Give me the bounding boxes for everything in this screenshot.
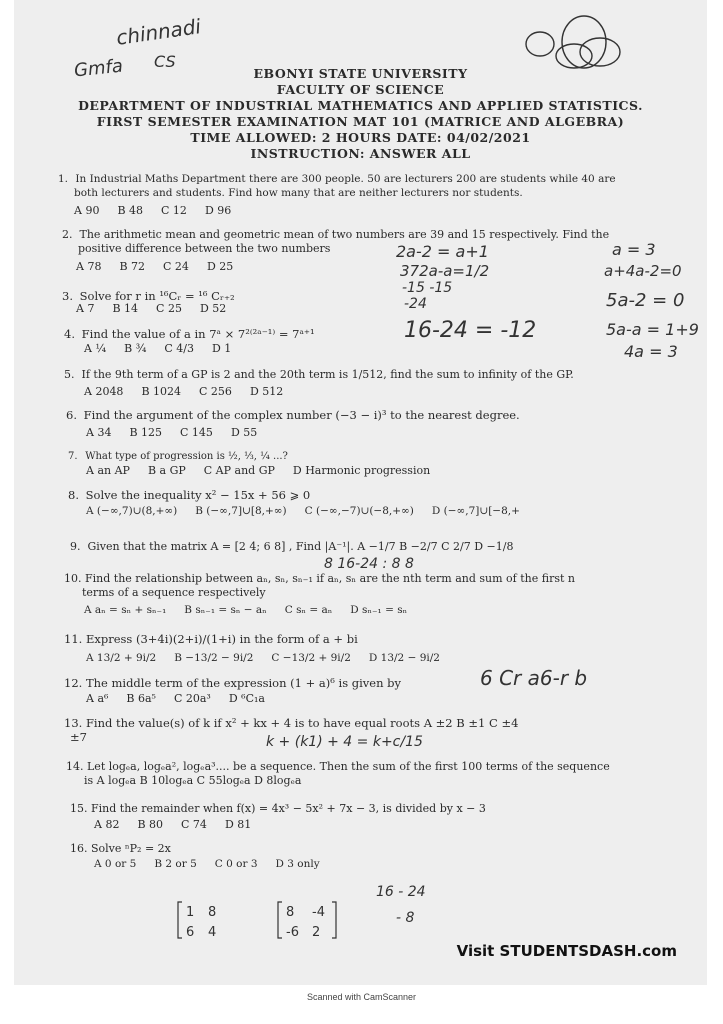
department-name: DEPARTMENT OF INDUSTRIAL MATHEMATICS AND APPLIED STATISTICS.	[78, 98, 643, 113]
question-1-options: A 90 B 48 C 12 D 96	[74, 204, 232, 217]
handwritten-work: a+4a-2=0	[604, 262, 682, 280]
faculty-name: FACULTY OF SCIENCE	[276, 82, 445, 97]
svg-text:-4: -4	[312, 905, 325, 920]
question-6: 6. Find the argument of the complex number (−3 − i)³ to the nearest degree.	[66, 408, 520, 422]
svg-text:1: 1	[186, 905, 195, 920]
handwritten-work: k + (k1) + 4 = k+c/15	[266, 734, 423, 750]
exam-title: FIRST SEMESTER EXAMINATION MAT 101 (MATRICE AND ALGEBRA)	[96, 114, 625, 129]
question-14: 14. Let logₑa, logₑa², logₑa³.... be a sequence. Then the sum of the first 100 terms of the sequence is A logₑa B 10logₑa C 55logₑa D 8logₑa	[66, 760, 610, 787]
question-15: 15. Find the remainder when f(x) = 4x³ − 5x² + 7x − 3, is divided by x − 3	[70, 802, 486, 815]
svg-text:8: 8	[208, 905, 217, 920]
question-10-options: A aₙ = sₙ + sₙ₋₁ B sₙ₋₁ = sₙ − aₙ C sₙ = aₙ D sₙ₋₁ = sₙ	[84, 604, 408, 616]
question-5: 5. If the 9th term of a GP is 2 and the 20th term is 1/512, find the sum to infinity of the GP.	[64, 368, 574, 381]
handwritten-work: 16-24 = -12	[404, 318, 537, 343]
svg-text:8: 8	[286, 905, 295, 920]
question-10: 10. Find the relationship between aₙ, sₙ, sₙ₋₁ if aₙ, sₙ are the nth term and sum of the first n terms of a sequence respectively	[64, 572, 575, 599]
svg-text:-6: -6	[286, 925, 299, 940]
handwritten-work: 2a-2 = a+1	[396, 242, 489, 261]
handwritten-work: 8 16-24 : 8 8	[324, 556, 414, 572]
question-8: 8. Solve the inequality x² − 15x + 56 ⩾ 0	[68, 488, 311, 502]
handwritten-work: a = 3	[612, 240, 656, 259]
scanner-footer: Scanned with CamScanner	[306, 992, 417, 1002]
question-13: 13. Find the value(s) of k if x² + kx + 4 is to have equal roots A ±2 B ±1 C ±4 ±7	[64, 716, 519, 744]
question-4: 4. Find the value of a in 7ᵃ × 7²⁽²ᵃ⁻¹⁾ = 7ᵃ⁺¹	[64, 327, 315, 341]
handwritten-signature: Gmfa	[73, 55, 124, 82]
handwritten-work: 5a-a = 1+9	[606, 320, 699, 339]
question-5-options: A 2048 B 1024 C 256 D 512	[84, 385, 284, 398]
handwritten-work: 372a-a=1/2	[400, 262, 490, 280]
handwritten-matrix	[174, 898, 354, 958]
question-12: 12. The middle term of the expression (1 + a)⁶ is given by	[64, 676, 402, 690]
site-watermark: Visit STUDENTSDASH.com	[456, 942, 677, 960]
handwritten-work: 5a-2 = 0	[606, 290, 685, 311]
handwritten-work: 6 Cr a6-r b	[480, 666, 588, 690]
svg-text:2: 2	[312, 925, 321, 940]
question-4-options: A ¼ B ¾ C 4/3 D 1	[84, 342, 232, 355]
question-2: 2. The arithmetic mean and geometric mean of two numbers are 39 and 15 respectively. Find the positive difference between the two numbers	[62, 228, 610, 255]
question-16-options: A 0 or 5 B 2 or 5 C 0 or 3 D 3 only	[94, 858, 320, 870]
handwritten-name: chinnadi	[114, 14, 203, 50]
svg-text:6: 6	[186, 925, 195, 940]
exam-paper	[14, 0, 707, 985]
instruction: INSTRUCTION: ANSWER ALL	[250, 146, 471, 161]
question-1: 1. In Industrial Maths Department there are 300 people. 50 are lecturers 200 are students while 40 are both lecturers and students. Find how many that are neither lecturers nor students.	[58, 173, 616, 199]
handwritten-work: - 8	[396, 910, 415, 926]
university-name: EBONYI STATE UNIVERSITY	[253, 66, 468, 81]
question-8-options: A (−∞,7)∪(8,+∞) B (−∞,7]∪[8,+∞) C (−∞,−7)∪(−8,+∞) D (−∞,7]∪[−8,+	[86, 505, 520, 517]
question-3-options: A 7 B 14 C 25 D 52	[76, 302, 227, 315]
svg-text:4: 4	[208, 925, 217, 940]
question-9: 9. Given that the matrix A = [2 4; 6 8] , Find |A⁻¹|. A −1/7 B −2/7 C 2/7 D −1/8	[70, 540, 514, 553]
exam-time: TIME ALLOWED: 2 HOURS DATE: 04/02/2021	[190, 130, 531, 145]
question-12-options: A a⁶ B 6a⁵ C 20a³ D ⁶C₁a	[86, 692, 265, 705]
question-6-options: A 34 B 125 C 145 D 55	[86, 426, 258, 439]
question-11-options: A 13/2 + 9i/2 B −13/2 − 9i/2 C −13/2 + 9i/2 D 13/2 − 9i/2	[86, 652, 440, 664]
question-3: 3. Solve for r in ¹⁶Cᵣ = ¹⁶ Cᵣ₊₂	[62, 289, 235, 303]
handwritten-work: -15 -15	[402, 280, 453, 296]
question-16: 16. Solve ⁿP₂ = 2x	[70, 842, 171, 855]
question-2-options: A 78 B 72 C 24 D 25	[76, 260, 234, 273]
handwritten-code: CS	[154, 52, 176, 71]
question-7: 7. What type of progression is ½, ⅓, ¼ ...?	[68, 451, 288, 462]
question-7-options: A an AP B a GP C AP and GP D Harmonic progression	[86, 464, 431, 477]
question-15-options: A 82 B 80 C 74 D 81	[94, 818, 252, 831]
handwritten-work: -24	[404, 296, 427, 312]
handwritten-work: 16 - 24	[376, 884, 426, 900]
question-11: 11. Express (3+4i)(2+i)/(1+i) in the form of a + bi	[64, 632, 358, 646]
handwritten-work: 4a = 3	[624, 342, 678, 361]
